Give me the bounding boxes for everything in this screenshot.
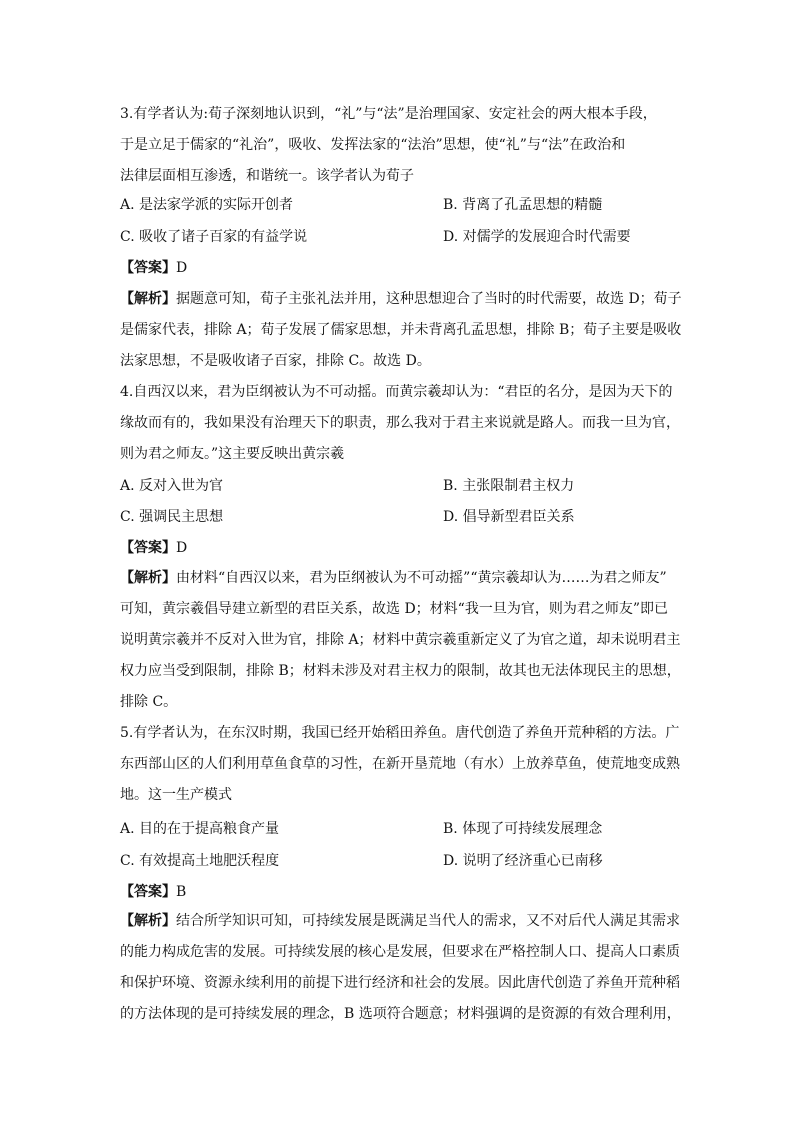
stem-line: 5.有学者认为，在东汉时期，我国已经开始稻田养鱼。唐代创造了养鱼开荒种稻的方法。广 — [120, 725, 680, 741]
stem-line: 法律层面相互渗透，和谐统一。该学者认为荀子 — [120, 168, 414, 184]
question-4-option-d: D. 倡导新型君臣关系 — [443, 509, 575, 525]
analysis-line: 和保护环境、资源永续利用的前提下进行经济和社会的发展。因此唐代创造了养鱼开荒种稻 — [120, 975, 680, 991]
question-5-answer — [120, 882, 186, 902]
analysis-label: 【解析】 — [120, 570, 176, 586]
stem-line: 4.自西汉以来，君为臣纲被认为不可动摇。而黄宗羲却认为：“君臣的名分，是因为天下的 — [120, 384, 673, 400]
stem-line: 于是立足于儒家的“礼治”，吸收、发挥法家的“法治”思想，使“礼”与“法”在政治和 — [120, 137, 626, 153]
stem-line: 东西部山区的人们利用草鱼食草的习性，在新开垦荒地（有水）上放养草鱼，使荒地变成熟 — [120, 756, 680, 772]
analysis-line: 说明黄宗羲并不反对入世为官，排除 A；材料中黄宗羲重新定义了为官之道，却未说明君主 — [120, 632, 681, 648]
stem-line: 地。这一生产模式 — [120, 787, 232, 803]
question-4-option-a: A. 反对入世为官 — [120, 478, 224, 494]
question-4-option-b: B. 主张限制君主权力 — [443, 478, 575, 494]
analysis-text: 结合所学知识可知，可持续发展是既满足当代人的需求，又不对后代人满足其需求 — [176, 913, 680, 929]
answer-label: 【答案】 — [120, 884, 176, 900]
question-3-option-a: A. 是法家学派的实际开创者 — [120, 197, 294, 213]
analysis-line: 排除 C。 — [120, 694, 178, 710]
stem-line: 3.有学者认为:荀子深刻地认识到，“礼”与“法”是治理国家、安定社会的两大根本手段， — [120, 106, 657, 122]
question-4-stem — [120, 377, 680, 470]
analysis-line-first — [120, 563, 680, 594]
question-5-option-b: B. 体现了可持续发展理念 — [443, 821, 603, 837]
analysis-line-first — [120, 284, 680, 315]
question-3-option-d: D. 对儒学的发展迎合时代需要 — [443, 229, 631, 245]
question-3-option-c: C. 吸收了诸子百家的有益学说 — [120, 229, 308, 245]
question-3-option-b: B. 背离了孔孟思想的精髓 — [443, 197, 603, 213]
question-4-answer — [120, 538, 187, 558]
stem-line: 则为君之师友。”这主要反映出黄宗羲 — [120, 446, 345, 462]
analysis-text: 由材料“自西汉以来，君为臣纲被认为不可动摇”“黄宗羲却认为……为君之师友” — [176, 570, 667, 586]
question-5-option-a: A. 目的在于提高粮食产量 — [120, 821, 280, 837]
stem-line: 缘故而有的，我如果没有治理天下的职责，那么我对于君主来说就是路人。而我一旦为官， — [120, 415, 680, 431]
question-5-analysis — [120, 906, 680, 1030]
analysis-line: 的能力构成危害的发展。可持续发展的核心是发展，但要求在严格控制人口、提高人口素质 — [120, 944, 680, 960]
answer-value: B — [176, 884, 187, 900]
analysis-label: 【解析】 — [120, 913, 176, 929]
question-3-answer — [120, 258, 187, 278]
question-4-option-c: C. 强调民主思想 — [120, 509, 224, 525]
analysis-line: 法家思想，不是吸收诸子百家，排除 C。故选 D。 — [120, 353, 431, 369]
answer-label: 【答案】 — [120, 260, 176, 276]
question-5-option-d: D. 说明了经济重心已南移 — [443, 853, 603, 869]
question-3-analysis — [120, 284, 680, 377]
answer-label: 【答案】 — [120, 540, 176, 556]
answer-value: D — [176, 540, 188, 556]
analysis-line-first — [120, 906, 680, 937]
question-4-analysis — [120, 563, 680, 718]
analysis-line: 可知，黄宗羲倡导建立新型的君臣关系，故选 D；材料“我一旦为官，则为君之师友”即已 — [120, 601, 668, 617]
answer-value: D — [176, 260, 188, 276]
question-3-stem — [120, 99, 680, 192]
analysis-label: 【解析】 — [120, 291, 176, 307]
analysis-line: 权力应当受到限制，排除 B；材料未涉及对君主权力的限制，故其也无法体现民主的思想， — [120, 663, 681, 679]
analysis-line: 的方法体现的是可持续发展的理念，B 选项符合题意；材料强调的是资源的有效合理利用， — [120, 1006, 681, 1022]
analysis-line: 是儒家代表，排除 A；荀子发展了儒家思想，并未背离孔孟思想，排除 B；荀子主要是吸收 — [120, 322, 682, 338]
question-5-stem — [120, 718, 680, 811]
analysis-text: 据题意可知，荀子主张礼法并用，这种思想迎合了当时的时代需要，故选 D；荀子 — [176, 291, 682, 307]
question-5-option-c: C. 有效提高土地肥沃程度 — [120, 853, 280, 869]
